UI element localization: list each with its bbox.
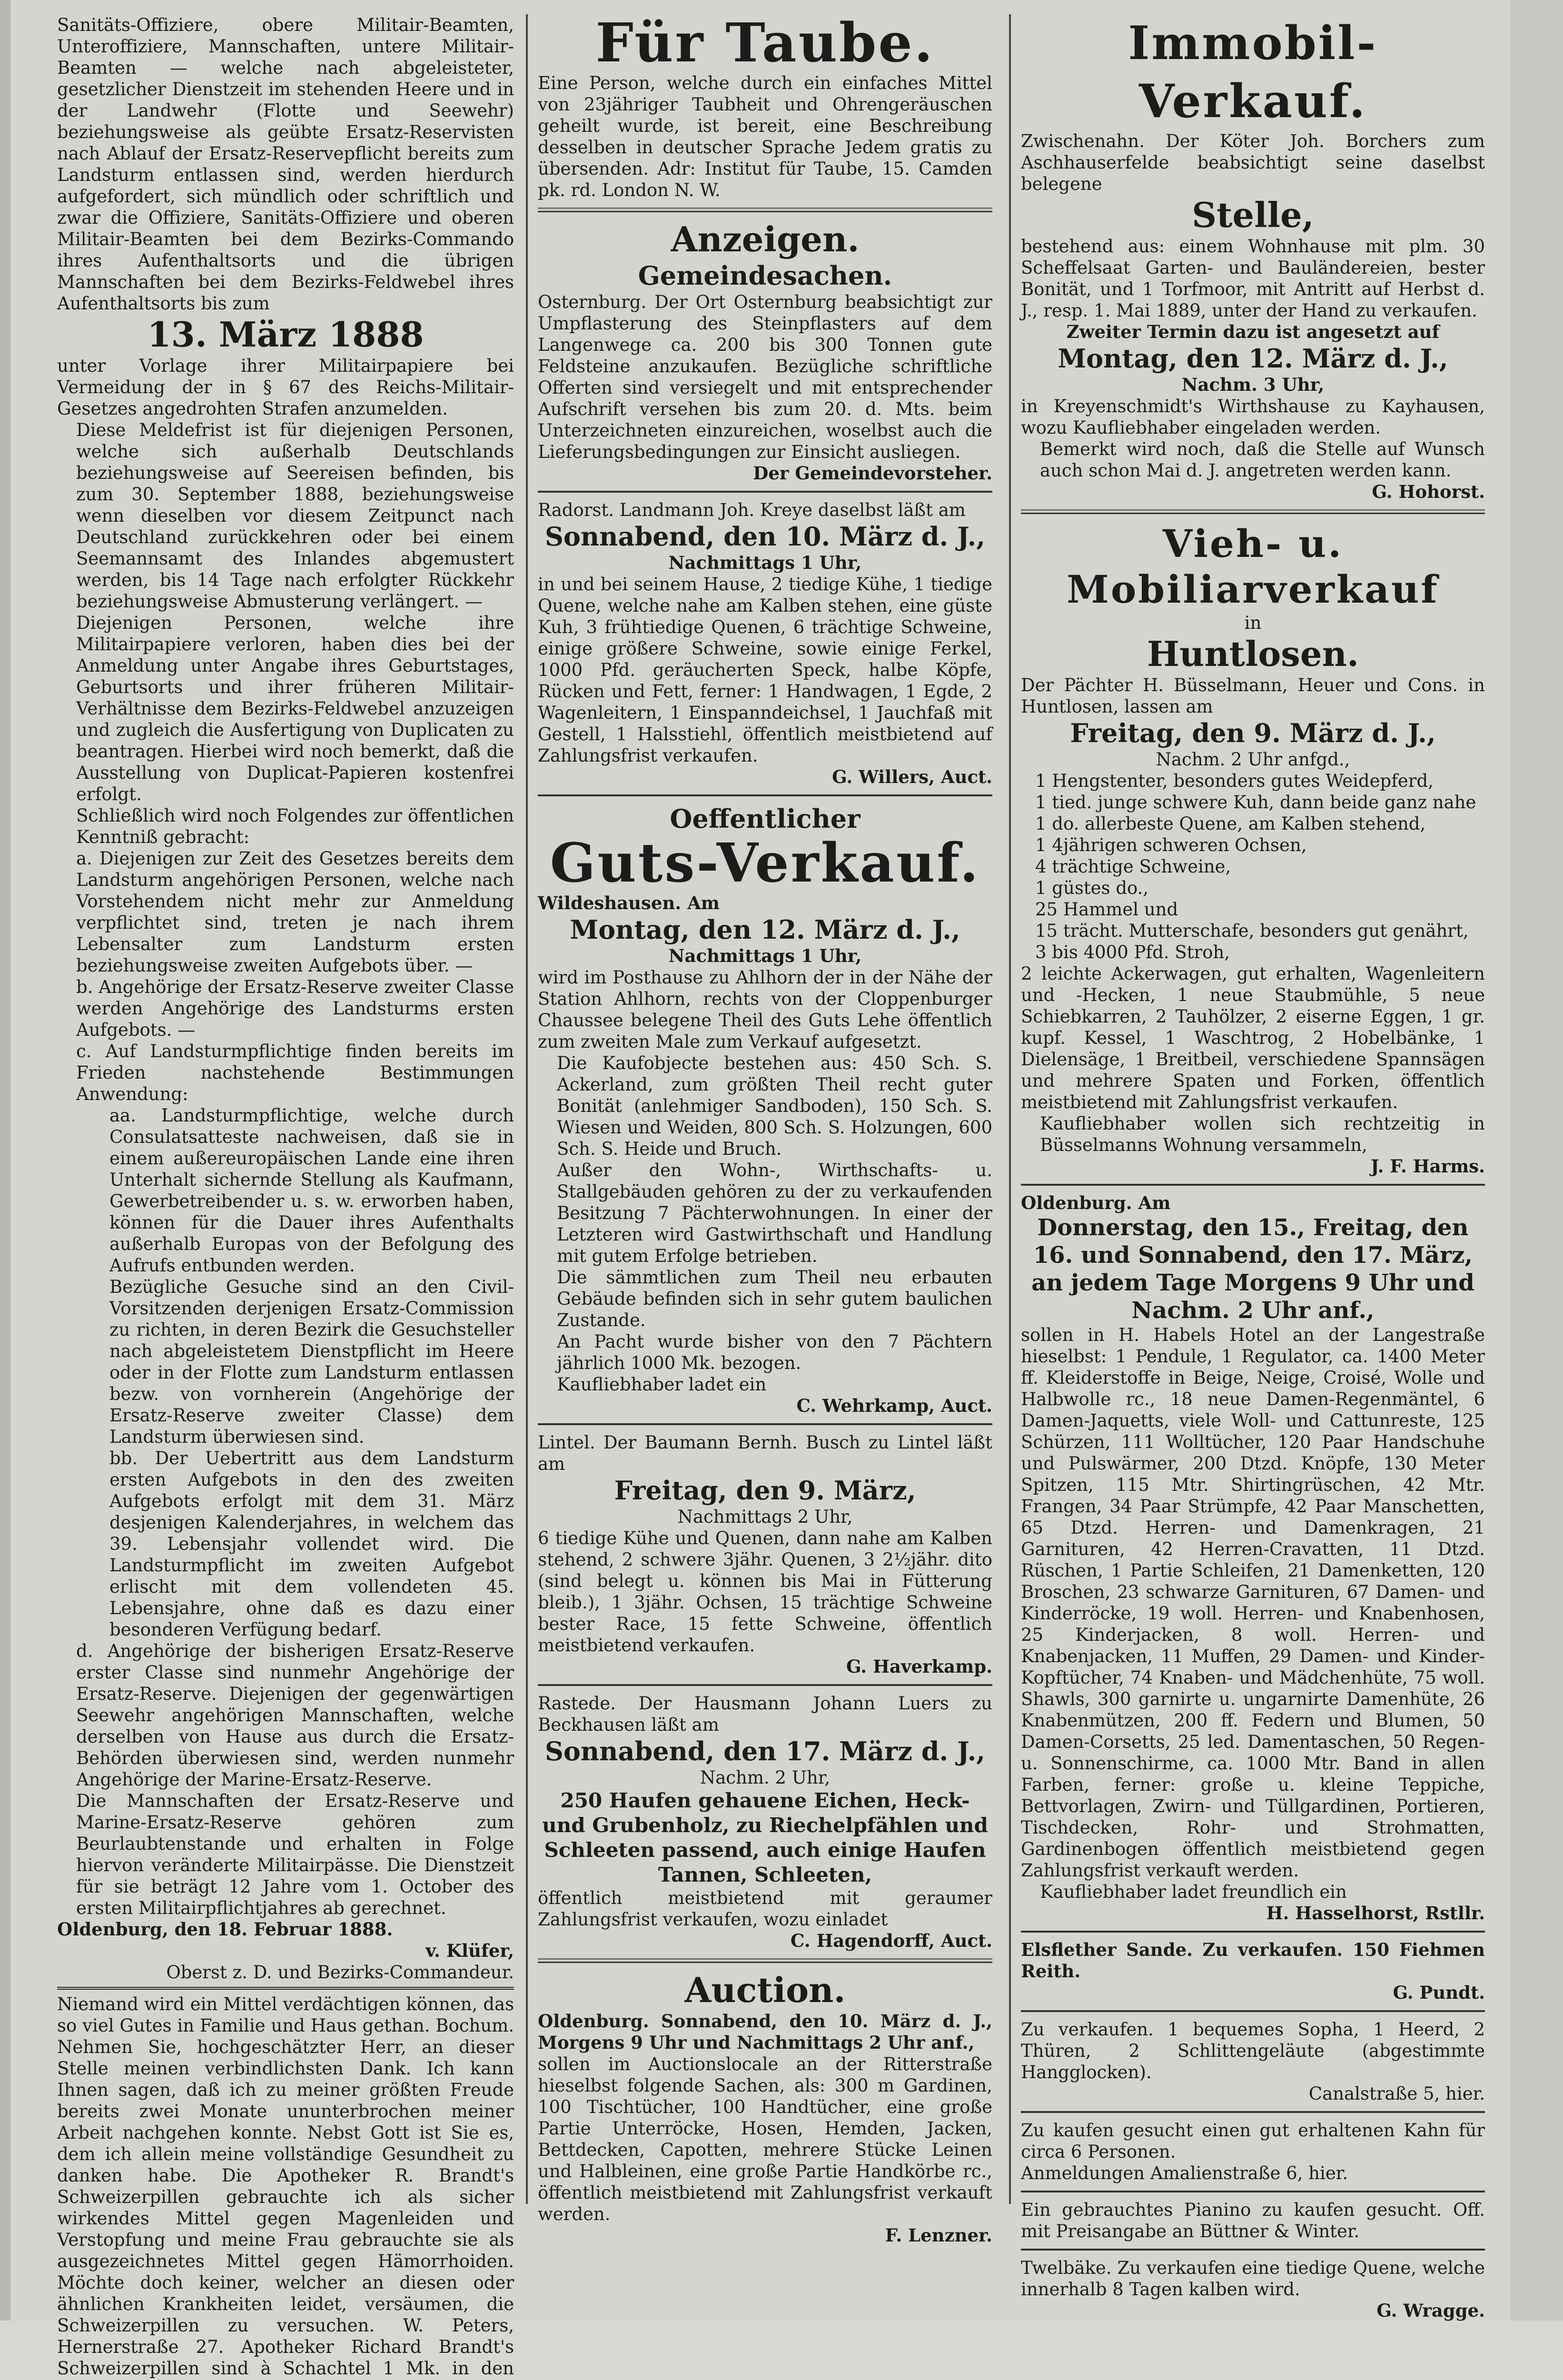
place-heading: Huntlosen.: [1147, 634, 1359, 674]
list-item: 15 trächt. Mutterschafe, besonders gut genährt,: [1035, 921, 1469, 941]
brandt-advertisement: [57, 1987, 514, 2380]
anzeigen-heading: Anzeigen.: [671, 219, 860, 259]
auction-time: Nachmittags 1 Uhr,: [668, 552, 862, 573]
list-item: 1 güstes do.,: [1035, 878, 1149, 898]
auction-date: Montag, den 12. März d. J.,: [570, 914, 960, 945]
paragraph: unter Vorlage ihrer Militairpapiere bei Vermeidung der in § 67 des Reichs-Militair-Gesetzes angedrohten Strafen anzumelden.: [57, 356, 514, 419]
page-spine: [0, 0, 10, 2320]
paragraph: Die Kaufobjecte bestehen aus: 450 Sch. S. Ackerland, zum größten Theil recht guter Bonität (anlehmiger Sandboden), 150 Sch. S. Wiesen und Weiden, 800 Sch. S. Holzungen, 600 Sch. S. Heide und Bruch.: [557, 1053, 992, 1159]
auction-heading: Auction.: [684, 1970, 846, 2010]
address: Anmeldungen Amalienstraße 6, hier.: [1021, 2163, 1348, 2183]
twelbaeke-ad: Twelbäke. Zu verkaufen eine tiedige Quene, welche innerhalb 8 Tagen kalben wird.: [1021, 2258, 1485, 2300]
divider: [538, 208, 992, 212]
taube-heading: Für Taube.: [595, 12, 935, 74]
list-item: 4 trächtige Schweine,: [1035, 856, 1231, 877]
divider: [1021, 1931, 1485, 1933]
paragraph: wird im Posthause zu Ahlhorn der in der Nähe der Station Ahlhorn, rechts von der Cloppenburger Chaussee belegene Theil des Guts Lehe öffentlich zum zweiten Male zum Verkauf aufgesetzt.: [538, 967, 992, 1052]
divider: [538, 1423, 992, 1425]
immobil-heading: Immobil-Verkauf.: [1128, 16, 1378, 128]
vieh-intro: Der Pächter H. Büsselmann, Heuer und Cons. in Huntlosen, lassen am: [1021, 675, 1485, 717]
list-item: bb. Der Uebertritt aus dem Landsturm ersten Aufgebots in den des zweiten Aufgebots erfolgt mit dem 31. März desjenigen Kalenderjahres, in welchem das 39. Lebensjahr vollendet wird. Die Landsturmpflicht im zweiten Aufgebot erlischt mit dem vollendeten 45. Lebensjahre, ohne daß es dazu einer besonderen Verfügung bedarf.: [109, 1448, 514, 1640]
paragraph: Außer den Wohn-, Wirthschafts- u. Stallgebäuden gehören zu der zu verkaufenden Besitzung 7 Pächterwohnungen. In einer der Letzteren wird Gastwirthschaft und Handlung mit gutem Erfolge betrieben.: [557, 1160, 992, 1266]
list-item: 3 bis 4000 Pfd. Stroh,: [1035, 942, 1230, 962]
section-heading: Gemeindesachen.: [638, 260, 892, 291]
column-middle: [538, 14, 992, 2246]
auction-date: Donnerstag, den 15., Freitag, den 16. und Sonnabend, den 17. März, an jedem Tage Morgens 9 Uhr und Nachm. 2 Uhr anf.,: [1031, 1214, 1474, 1324]
signature: H. Hasselhorst, Rstllr.: [1266, 1903, 1485, 1924]
landsturm-intro: Sanitäts-Offiziere, obere Militair-Beamten, Unteroffiziere, Mannschaften, untere Militair-Beamten — welche nach abgeleisteter, gesetzlicher Dienstzeit im stehenden Heere und in der Landwehr (Flotte und Seewehr) beziehungsweise als geübte Ersatz-Reservisten nach Ablauf der Ersatz-Reservepflicht bereits zum Landsturm entlassen sind, werden hierdurch aufgefordert, sich mündlich oder schriftlich und zwar die Offiziere, Sanitäts-Offiziere und oberen Militair-Beamten bei dem Bezirks-Commando ihres Aufenthaltsorts und die übrigen Mannschaften bei dem Bezirks-Feldwebel ihres Aufenthaltsorts bis zum: [57, 15, 514, 314]
signature: G. Haverkamp.: [846, 1656, 992, 1677]
divider: [1021, 2010, 1485, 2012]
paragraph: Die Mannschaften der Ersatz-Reserve und Marine-Ersatz-Reserve gehören zum Beurlaubtenstande und erhalten in Folge hiervon veränderte Militairpässe. Die Dienstzeit für sie beträgt 12 Jahre vom 1. October des ersten Militairpflichtjahres ab gerechnet.: [76, 1791, 514, 1918]
zwischenahn-intro: Zwischenahn. Der Köter Joh. Borchers zum Aschhauserfelde beabsichtigt seine daselbst belegene: [1021, 131, 1485, 194]
oldenburg-intro: Oldenburg. Am: [1021, 1192, 1171, 1213]
paragraph: Die sämmtlichen zum Theil neu erbauten Gebäude befinden sich in sehr gutem baulichen Zustande.: [557, 1267, 992, 1330]
in-word: in: [1244, 613, 1262, 633]
vieh-heading: Vieh- u. Mobiliarverkauf: [1067, 521, 1439, 612]
divider: [538, 1958, 992, 1963]
radorst-intro: Radorst. Landmann Joh. Kreye daselbst läßt am: [538, 500, 966, 520]
divider: [538, 1684, 992, 1686]
list-item: c. Auf Landsturmpflichtige finden bereits im Frieden nachstehende Bestimmungen Anwendung:: [76, 1041, 514, 1104]
paragraph: An Pacht wurde bisher von den 7 Pächtern jährlich 1000 Mk. bezogen.: [557, 1331, 992, 1373]
divider: [1021, 2249, 1485, 2251]
list-item: 1 Hengstenter, besonders gutes Weidepferd,: [1035, 771, 1434, 791]
auction-date: Freitag, den 9. März,: [614, 1475, 916, 1506]
paragraph: Kaufliebhaber wollen sich rechtzeitig in Büsselmanns Wohnung versammeln,: [1040, 1113, 1485, 1155]
paragraph: Bezügliche Gesuche sind an den Civil-Vorsitzenden derjenigen Ersatz-Commission zu richten, in deren Bezirk die Gesuchsteller nach abgeleistetem Dienstpflicht im Heere oder in der Flotte zum Landsturm entlassen bezw. von vornherein (Angehörige der Ersatz-Reserve zweiter Classe) dem Landsturm überwiesen sind.: [109, 1277, 514, 1447]
elsfleth-ad: Elsflether Sande. Zu verkaufen. 150 Fiehmen Reith.: [1021, 1939, 1485, 1982]
list-item: 25 Hammel und: [1035, 899, 1178, 920]
paragraph: Kaufliebhaber ladet ein: [557, 1374, 767, 1395]
address: Canalstraße 5, hier.: [1308, 2083, 1485, 2104]
signature: F. Lenzner.: [885, 2225, 992, 2246]
rastede-intro: Rastede. Der Hausmann Johann Luers zu Beckhausen läßt am: [538, 1693, 992, 1735]
paragraph: Diejenigen Personen, welche ihre Militairpapiere verloren, haben dies bei der Anmeldung unter Angabe ihres Geburtstages, Geburtsorts und ihrer früheren Militair-Verhältnisse dem Bezirks-Feldwebel anzuzeigen und zugleich die Ausfertigung von Duplicaten zu beantragen. Hierbei wird noch bemerkt, daß die Ausstellung von Duplicat-Papieren kostenfrei erfolgt.: [76, 613, 514, 804]
divider: [1021, 1184, 1485, 1186]
auction-text: sollen im Auctionslocale an der Ritterstraße hieselbst folgende Sachen, als: 300 m Gardinen, 100 Tischtücher, 100 Handtücher, eine große Partie Unterröcke, Hosen, Hemden, Jacken, Bettdecken, Capotten, mehrere Stücke Leinen und Halbleinen, eine große Partie Handkörbe rc., öffentlich meistbietend mit Zahlungsfrist verkauft werden.: [538, 2054, 992, 2224]
auction-date: Sonnabend, den 10. März d. J.,: [544, 521, 986, 552]
osternburg-text: Osternburg. Der Ort Osternburg beabsichtigt zur Umpflasterung des Steinpflasters auf dem Langenwege ca. 200 bis 300 Tonnen gute Feldsteine anzukaufen. Bezügliche schriftliche Offerten sind versiegelt und mit entsprechender Aufschrift versehen bis zum 20. d. Mts. beim Unterzeichneten einzureichen, woselbst auch die Lieferungsbedingungen zur Einsicht ausliegen.: [538, 292, 992, 462]
livestock-list: [1021, 770, 1485, 963]
auction-date: Sonnabend, den 17. März d. J.,: [544, 1736, 986, 1766]
list-item: b. Angehörige der Ersatz-Reserve zweiter Classe werden Angehörige des Landsturms ersten Aufgebots. —: [76, 977, 514, 1040]
vieh-text: 2 leichte Ackerwagen, gut erhalten, Wagenleitern und -Hecken, 1 neue Staubmühle, 5 neue Schiebkarren, 2 Tauhölzer, 2 eiserne Eggen, 1 gr. kupf. Kessel, 1 Waschtrog, 2 Hobelbänke, 1 Dielensäge, 1 Breitbeil, verschiedene Spannsägen und mehrere Spaten und Forken, öffentlich meistbietend mit Zahlungsfrist verkaufen.: [1021, 963, 1485, 1112]
signature: G. Hohorst.: [1372, 481, 1485, 502]
sofa-ad: Zu verkaufen. 1 bequemes Sopha, 1 Heerd, 2 Thüren, 2 Schlittengeläute (abgestimmte Hangglocken).: [1021, 2019, 1485, 2082]
oldenburg-text: sollen in H. Habels Hotel an der Langestraße hieselbst: 1 Pendule, 1 Regulator, ca. 1400 Meter ff. Kleiderstoffe in Beige, Neige, Croisé, Wolle und Halbwolle rc., 18 neue Damen-Regenmäntel, 6 Damen-Jaquetts, viele Woll- und Cattunreste, 125 Schürzen, 111 Wolltücher, 120 Paar Handschuhe und Pulswärmer, 200 Dtzd. Knöpfe, 130 Meter Spitzen, 115 Mtr. Shirtingrüschen, 42 Mtr. Frangen, 34 Paar Strümpfe, 42 Paar Manschetten, 65 Dtzd. Herren- und Damenkragen, 21 Garnituren, 42 Herren-Cravatten, 11 Dtzd. Rüschen, 1 Partie Schleifen, 21 Damenketten, 120 Broschen, 23 schwarze Garnituren, 67 Damen- und Kinderröcke, 19 woll. Herren- und Knabenhosen, 25 Kinderjacken, 8 woll. Herren- und Knabenjacken, 11 Muffen, 29 Damen- und Kinder-Kopftücher, 74 Knaben- und Mädchenhüte, 75 woll. Shawls, 300 garnirte u. ungarnirte Damenhüte, 26 Knabenmützen, 200 ff. Federn und Blumen, 50 Damen-Corsetts, 25 led. Damentaschen, 50 Regen- u. Sonnenschirme, ca. 1000 Mtr. Band in allen Farben, ferner: große u. kleine Teppiche, Bettvorlagen, Zwirn- und Tüllgardinen, Portieren, Tischdecken, Rohr- und Strohmatten, Gardinenbogen öffentlich meistbietend gegen Zahlungsfrist verkauft werden.: [1021, 1325, 1485, 1881]
termin-line: Zweiter Termin dazu ist angesetzt auf: [1066, 321, 1440, 342]
divider: [538, 794, 992, 796]
guts-heading: Guts-Verkauf.: [550, 832, 980, 894]
list-item: 1 tied. junge schwere Kuh, dann beide ganz nahe: [1035, 792, 1476, 813]
signature: G. Wragge.: [1376, 2300, 1485, 2321]
column-right: [1021, 14, 1485, 2321]
dateline: Oldenburg, den 18. Februar 1888.: [57, 1919, 393, 1940]
radorst-text: in und bei seinem Hause, 2 tiedige Kühe, 1 tiedige Quene, welche nahe am Kalben stehen, eine güste Kuh, 3 frühtiedige Quenen, 6 trächtige Schweine, einige größere Schweine, sowie einige Ferkel, 1000 Pfd. geräucherten Speck, halbe Köpfe, Rücken und Fett, ferner: 1 Handwagen, 1 Egde, 2 Wagenleitern, 1 Einspanndeichsel, 1 Jauchfaß mit Gestell, 1 Halsstiehl, öffentlich meistbietend auf Zahlungsfrist verkaufen.: [538, 574, 992, 766]
auction-date: Freitag, den 9. März d. J.,: [1070, 718, 1436, 748]
signature: J. F. Harms.: [1371, 1156, 1485, 1177]
signature: C. Wehrkamp, Auct.: [796, 1395, 992, 1416]
divider: [1021, 509, 1485, 514]
auction-date: Oldenburg. Sonnabend, den 10. März d. J., Morgens 9 Uhr und Nachmittags 2 Uhr anf.,: [538, 2011, 992, 2053]
paragraph: Diese Meldefrist ist für diejenigen Personen, welche sich außerhalb Deutschlands beziehungsweise auf Seereisen befinden, bis zum 30. September 1888, beziehungsweise wenn dieselben vor diesem Zeitpunct nach Deutschland zurückkehren oder bei einem Seemannsamt des Inlandes abgemustert werden, bis 14 Tage nach erfolgter Rückkehr beziehungsweise Abmusterung verlängert. —: [76, 420, 514, 612]
paragraph: Kaufliebhaber ladet freundlich ein: [1040, 1882, 1347, 1902]
column-divider: [1009, 14, 1011, 2204]
rastede-items: 250 Haufen gehauene Eichen, Heck- und Grubenholz, zu Riechelpfählen und Schleeten passend, auch einige Haufen Tannen, Schleeten,: [542, 1789, 988, 1886]
taube-text: Eine Person, welche durch ein einfaches Mittel von 23jähriger Taubheit und Ohrengeräuschen geheilt wurde, ist bereit, eine Beschreibung desselben in deutscher Sprache Jedem gratis zu übersenden. Adr: Institut für Taube, 15. Camden pk. rd. London N. W.: [538, 73, 992, 200]
divider: [1021, 2111, 1485, 2113]
divider: [1021, 2191, 1485, 2192]
signature: G. Willers, Auct.: [832, 766, 992, 787]
paragraph: in Kreyenschmidt's Wirthshause zu Kayhausen, wozu Kaufliebhaber eingeladen werden.: [1021, 396, 1485, 438]
auction-time: Nachmittags 1 Uhr,: [668, 945, 862, 966]
list-item: 1 4jährigen schweren Ochsen,: [1035, 835, 1307, 855]
wildeshausen-intro: Wildeshausen. Am: [538, 892, 720, 913]
auction-time: Nachm. 2 Uhr,: [700, 1767, 831, 1788]
lintel-intro: Lintel. Der Baumann Bernh. Busch zu Lintel läßt am: [538, 1432, 992, 1474]
auction-time: Nachm. 2 Uhr anfgd.,: [1156, 749, 1350, 770]
column-divider: [526, 14, 528, 2204]
paragraph: Schließlich wird noch Folgendes zur öffentlichen Kenntniß gebracht:: [76, 805, 514, 847]
lintel-text: 6 tiedige Kühe und Quenen, dann nahe am Kalben stehend, 2 schwere 3jähr. Quenen, 3 2½jähr. dito (sind belegt u. können bis Mai in Fütterung bleib.), 1 3jähr. Ochsen, 15 trächtige Schweine bester Race, 15 fette Schweine, öffentlich meistbietend verkaufen.: [538, 1528, 992, 1656]
column-left: [57, 14, 514, 2380]
list-item: a. Diejenigen zur Zeit des Gesetzes bereits dem Landsturm angehörigen Personen, welche nach Vorstehendem nicht mehr zur Anmeldung verpflichtet sind, treten je nach ihrem Lebensalter zum Landsturm ersten beziehungsweise zweiten Aufgebots über. —: [76, 848, 514, 976]
paragraph: öffentlich meistbietend mit geraumer Zahlungsfrist verkaufen, wozu einladet: [538, 1888, 992, 1930]
deadline-heading: 13. März 1888: [147, 314, 424, 355]
kahn-ad: Zu kaufen gesucht einen gut erhaltenen Kahn für circa 6 Personen.: [1021, 2120, 1485, 2162]
section-heading: Oeffentlicher: [670, 803, 861, 834]
divider: [538, 491, 992, 493]
page-edge: [1511, 0, 1563, 2320]
auction-time: Nachm. 3 Uhr,: [1181, 374, 1325, 395]
stelle-heading: Stelle,: [1192, 195, 1314, 235]
piano-ad: Ein gebrauchtes Pianino zu kaufen gesucht. Off. mit Preisangabe an Büttner & Winter.: [1021, 2200, 1485, 2241]
list-item: aa. Landsturmpflichtige, welche durch Consulatsatteste nachweisen, daß sie in einem außereuropäischen Lande eine ihren Unterhalt sichernde Stellung als Kaufmann, Gewerbetreibender u. s. w. erworben haben, können für die Dauer ihres Aufenthalts außerhalb Europas von der Befolgung des Aufrufs entbunden werden.: [109, 1105, 514, 1276]
paragraph: Bemerkt wird noch, daß die Stelle auf Wunsch auch schon Mai d. J. angetreten werden kann.: [1040, 439, 1485, 481]
paragraph: bestehend aus: einem Wohnhause mit plm. 30 Scheffelsaat Garten- und Bauländereien, bester Bonität, und 1 Torfmoor, mit Antritt auf Herbst d. J., resp. 1. Mai 1889, unter der Hand zu verkaufen.: [1021, 236, 1485, 321]
list-item: d. Angehörige der bisherigen Ersatz-Reserve erster Classe sind nunmehr Angehörige der Ersatz-Reserve. Diejenigen der gegenwärtigen Seewehr angehörigen Mannschaften, welche derselben von Hause aus durch die Ersatz-Behörden überwiesen sind, werden nunmehr Angehörige der Marine-Ersatz-Reserve.: [76, 1641, 514, 1790]
auction-time: Nachmittags 2 Uhr,: [677, 1507, 853, 1527]
auction-date: Montag, den 12. März d. J.,: [1058, 343, 1448, 374]
signature: v. Klüfer,: [425, 1940, 514, 1961]
signature: C. Hagendorff, Auct.: [790, 1930, 992, 1951]
list-item: 1 do. allerbeste Quene, am Kalben stehend,: [1035, 813, 1426, 834]
ad-text: Niemand wird ein Mittel verdächtigen können, das so viel Gutes in Familie und Haus gethan. Bochum. Nehmen Sie, hochgeschätzter Herr, an dieser Stelle meinen verbindlichsten Dank. Ich kann Ihnen sagen, daß ich zu meiner größten Freude bereits zwei Monate ununterbrochen meiner Arbeit nachgehen konnte. Nebst Gott ist Sie es, dem ich allein meine vollständige Gesundheit zu danken habe. Die Apotheker R. Brandt's Schweizerpillen gebrauchte ich als sicher wirkendes Mittel gegen Magenleiden und Verstopfung und meine Frau gebrauchte sie als ausgezeichnetes Mittel gegen Hämorrhoiden. Möchte doch keiner, welcher an diesen oder ähnlichen Krankheiten leidet, versäumen, die Schweizerpillen zu versuchen. W. Peters, Hernerstraße 27. Apotheker Richard Brandt's Schweizerpillen sind à Schachtel 1 Mk. in den: [57, 1994, 514, 2379]
signature-title: Oberst z. D. und Bezirks-Commandeur.: [166, 1962, 514, 1983]
signature: Der Gemeindevorsteher.: [753, 463, 992, 484]
signature: G. Pundt.: [1393, 1982, 1485, 2003]
